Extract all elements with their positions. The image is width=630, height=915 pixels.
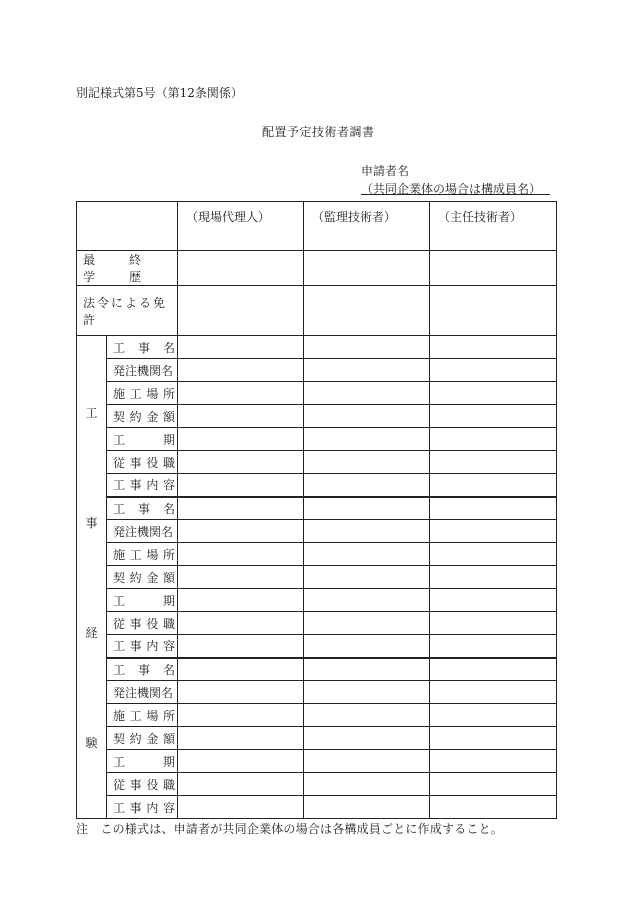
applicant-label: 申請者名 bbox=[361, 164, 410, 178]
applicant-note: （共同企業体の場合は構成員名） bbox=[361, 182, 542, 196]
experience-row-label-char: 期 bbox=[162, 432, 175, 447]
experience-row bbox=[77, 750, 557, 773]
experience-row-label-char: 内 bbox=[146, 639, 159, 654]
experience-value-cell[interactable] bbox=[304, 382, 430, 405]
experience-row-label bbox=[107, 635, 178, 658]
experience-row-label bbox=[107, 750, 178, 773]
experience-value-cell[interactable] bbox=[178, 704, 304, 727]
experience-row-label-char: 約 bbox=[129, 570, 142, 585]
experience-row-label-char: 金 bbox=[146, 409, 159, 424]
experience-row-label-char: 役 bbox=[146, 455, 159, 470]
experience-row bbox=[77, 612, 557, 635]
header-blank-cell bbox=[77, 202, 178, 251]
experience-row-label-char: 事 bbox=[129, 616, 142, 631]
experience-value-cell[interactable] bbox=[304, 704, 430, 727]
license-value[interactable] bbox=[178, 286, 304, 336]
experience-row-label-char: 容 bbox=[162, 478, 175, 493]
experience-side-char: 事 bbox=[85, 515, 98, 530]
experience-row-label-char: 容 bbox=[162, 639, 175, 654]
experience-value-cell[interactable] bbox=[178, 382, 304, 405]
experience-value-cell[interactable] bbox=[178, 566, 304, 589]
experience-row-label-char: 約 bbox=[129, 731, 142, 746]
header-site-agent: （現場代理人） bbox=[178, 202, 304, 251]
experience-row-label bbox=[107, 566, 178, 589]
experience-row bbox=[77, 704, 557, 727]
experience-value-cell[interactable] bbox=[430, 497, 557, 520]
experience-side-char: 験 bbox=[85, 735, 98, 750]
experience-value-cell[interactable] bbox=[430, 796, 557, 819]
experience-row bbox=[77, 359, 557, 382]
experience-row-label-char: 事 bbox=[137, 501, 150, 516]
experience-value-cell[interactable] bbox=[430, 612, 557, 635]
education-row bbox=[77, 251, 557, 286]
experience-row-label bbox=[107, 428, 178, 451]
experience-value-cell[interactable] bbox=[178, 612, 304, 635]
experience-row-label-char: 名 bbox=[162, 662, 175, 677]
experience-row-label-char: 工 bbox=[113, 501, 126, 516]
education-value[interactable] bbox=[430, 251, 557, 286]
experience-value-cell[interactable] bbox=[430, 474, 557, 497]
experience-value-cell[interactable] bbox=[430, 681, 557, 704]
form-reference: 別記様式第5号（第12条関係） bbox=[76, 86, 243, 100]
experience-value-cell[interactable] bbox=[304, 428, 430, 451]
experience-value-cell[interactable] bbox=[304, 543, 430, 566]
experience-value-cell[interactable] bbox=[430, 359, 557, 382]
experience-value-cell[interactable] bbox=[430, 543, 557, 566]
experience-value-cell[interactable] bbox=[304, 520, 430, 543]
experience-row bbox=[77, 773, 557, 796]
experience-value-cell[interactable] bbox=[304, 773, 430, 796]
experience-value-cell[interactable] bbox=[178, 543, 304, 566]
experience-row-label-char: 所 bbox=[162, 708, 175, 723]
experience-value-cell[interactable] bbox=[178, 336, 304, 359]
experience-row-label-char: 額 bbox=[162, 409, 175, 424]
experience-value-cell[interactable] bbox=[430, 635, 557, 658]
experience-row bbox=[77, 566, 557, 589]
experience-row bbox=[77, 520, 557, 543]
experience-row-label-char: 場 bbox=[146, 386, 159, 401]
experience-value-cell[interactable] bbox=[178, 589, 304, 612]
experience-side-char: 経 bbox=[85, 625, 98, 640]
experience-value-cell[interactable] bbox=[178, 635, 304, 658]
experience-row-label-char: 額 bbox=[162, 731, 175, 746]
license-label: 法令による免許 bbox=[77, 286, 178, 336]
experience-row-label bbox=[107, 704, 178, 727]
experience-row-label-char: 期 bbox=[162, 593, 175, 608]
experience-row-label bbox=[107, 773, 178, 796]
experience-row-label-char: 従 bbox=[113, 777, 126, 792]
experience-row-label-char: 所 bbox=[162, 547, 175, 562]
experience-row-label bbox=[107, 796, 178, 819]
experience-row-label-char: 工 bbox=[113, 478, 126, 493]
experience-row-label bbox=[107, 497, 178, 520]
experience-row-label bbox=[107, 359, 178, 382]
experience-value-cell[interactable] bbox=[430, 658, 557, 681]
experience-value-cell[interactable] bbox=[304, 474, 430, 497]
header-row bbox=[77, 202, 557, 251]
experience-row-label-char: 施 bbox=[113, 708, 126, 723]
experience-value-cell[interactable] bbox=[304, 497, 430, 520]
experience-value-cell[interactable] bbox=[430, 428, 557, 451]
experience-row-label-char: 金 bbox=[146, 731, 159, 746]
experience-value-cell[interactable] bbox=[304, 681, 430, 704]
experience-row-label-char: 施 bbox=[113, 386, 126, 401]
experience-row-label-char: 約 bbox=[129, 409, 142, 424]
experience-row bbox=[77, 451, 557, 474]
experience-value-cell[interactable] bbox=[304, 589, 430, 612]
experience-row-label-char: 契 bbox=[113, 731, 126, 746]
education-label: 最 終 学 歴 bbox=[77, 251, 178, 286]
document-title: 配置予定技術者調書 bbox=[262, 125, 375, 139]
experience-row-label-char: 工 bbox=[129, 547, 142, 562]
experience-value-cell[interactable] bbox=[430, 566, 557, 589]
footnote: 注 この様式は、申請者が共同企業体の場合は各構成員ごとに作成すること。 bbox=[76, 822, 504, 836]
experience-row-label-char: 工 bbox=[113, 340, 126, 355]
experience-row-label-char: 工 bbox=[113, 754, 126, 769]
experience-row-label-char: 事 bbox=[129, 478, 142, 493]
experience-value-cell[interactable] bbox=[178, 773, 304, 796]
experience-row-label-char: 事 bbox=[129, 777, 142, 792]
experience-row-label bbox=[107, 405, 178, 428]
experience-row-label bbox=[107, 474, 178, 497]
experience-value-cell[interactable] bbox=[178, 658, 304, 681]
experience-row-label-char: 契 bbox=[113, 570, 126, 585]
header-supervising-engineer: （監理技術者） bbox=[304, 202, 430, 251]
experience-value-cell[interactable] bbox=[430, 336, 557, 359]
experience-row-label-char: 工 bbox=[113, 662, 126, 677]
experience-row-label-char: 事 bbox=[129, 639, 142, 654]
experience-row-label-char: 従 bbox=[113, 616, 126, 631]
experience-row-label-char: 役 bbox=[146, 616, 159, 631]
experience-row-label-char: 期 bbox=[162, 754, 175, 769]
experience-value-cell[interactable] bbox=[178, 750, 304, 773]
experience-value-cell[interactable] bbox=[430, 773, 557, 796]
experience-row-label-char: 従 bbox=[113, 455, 126, 470]
experience-row bbox=[77, 658, 557, 681]
experience-row-label-char: 額 bbox=[162, 570, 175, 585]
experience-row-label bbox=[107, 382, 178, 405]
experience-row-label-text: 発注機関名 bbox=[113, 363, 174, 378]
experience-row-label-char: 事 bbox=[129, 455, 142, 470]
experience-row-label-char: 職 bbox=[162, 777, 175, 792]
experience-value-cell[interactable] bbox=[304, 451, 430, 474]
experience-value-cell[interactable] bbox=[304, 566, 430, 589]
experience-value-cell[interactable] bbox=[304, 727, 430, 750]
applicant-underline bbox=[361, 194, 550, 195]
experience-row-label-char: 事 bbox=[137, 340, 150, 355]
experience-row bbox=[77, 589, 557, 612]
experience-value-cell[interactable] bbox=[430, 382, 557, 405]
experience-value-cell[interactable] bbox=[304, 796, 430, 819]
experience-value-cell[interactable] bbox=[430, 405, 557, 428]
experience-value-cell[interactable] bbox=[304, 336, 430, 359]
experience-row-label-char: 内 bbox=[146, 478, 159, 493]
experience-value-cell[interactable] bbox=[430, 451, 557, 474]
license-row bbox=[77, 286, 557, 336]
experience-value-cell[interactable] bbox=[178, 497, 304, 520]
experience-row bbox=[77, 336, 557, 359]
experience-row bbox=[77, 543, 557, 566]
experience-side-label bbox=[77, 336, 107, 819]
experience-row-label-char: 工 bbox=[113, 800, 126, 815]
experience-row-label-char: 工 bbox=[113, 639, 126, 654]
experience-row-label-char: 名 bbox=[162, 340, 175, 355]
header-chief-engineer: （主任技術者） bbox=[430, 202, 557, 251]
experience-value-cell[interactable] bbox=[304, 405, 430, 428]
experience-row-label bbox=[107, 336, 178, 359]
experience-value-cell[interactable] bbox=[304, 612, 430, 635]
experience-row-label bbox=[107, 520, 178, 543]
experience-row-label-char: 職 bbox=[162, 455, 175, 470]
experience-value-cell[interactable] bbox=[178, 451, 304, 474]
experience-value-cell[interactable] bbox=[304, 359, 430, 382]
experience-row-label bbox=[107, 727, 178, 750]
experience-value-cell[interactable] bbox=[304, 750, 430, 773]
education-value[interactable] bbox=[304, 251, 430, 286]
license-value[interactable] bbox=[430, 286, 557, 336]
experience-value-cell[interactable] bbox=[178, 474, 304, 497]
experience-row bbox=[77, 428, 557, 451]
experience-row-label-char: 事 bbox=[137, 662, 150, 677]
experience-row-label bbox=[107, 543, 178, 566]
engineer-table bbox=[76, 201, 557, 819]
experience-row-label-char: 所 bbox=[162, 386, 175, 401]
experience-row bbox=[77, 405, 557, 428]
experience-value-cell[interactable] bbox=[178, 727, 304, 750]
experience-row bbox=[77, 635, 557, 658]
experience-row-label bbox=[107, 658, 178, 681]
experience-row-label-char: 契 bbox=[113, 409, 126, 424]
experience-row bbox=[77, 727, 557, 750]
experience-row-label-char: 名 bbox=[162, 501, 175, 516]
license-value[interactable] bbox=[304, 286, 430, 336]
experience-row-label-char: 容 bbox=[162, 800, 175, 815]
experience-value-cell[interactable] bbox=[430, 704, 557, 727]
experience-row-label-char: 職 bbox=[162, 616, 175, 631]
experience-row-label-char: 工 bbox=[113, 593, 126, 608]
experience-side-char: 工 bbox=[85, 405, 98, 420]
experience-row bbox=[77, 474, 557, 497]
experience-value-cell[interactable] bbox=[430, 589, 557, 612]
experience-value-cell[interactable] bbox=[304, 635, 430, 658]
experience-value-cell[interactable] bbox=[304, 658, 430, 681]
experience-row-label-char: 工 bbox=[113, 432, 126, 447]
experience-value-cell[interactable] bbox=[430, 520, 557, 543]
experience-value-cell[interactable] bbox=[178, 359, 304, 382]
experience-row-label bbox=[107, 612, 178, 635]
experience-row-label-char: 内 bbox=[146, 800, 159, 815]
experience-row-label-char: 場 bbox=[146, 708, 159, 723]
experience-row-label bbox=[107, 589, 178, 612]
experience-row-label bbox=[107, 451, 178, 474]
experience-row-label-char: 金 bbox=[146, 570, 159, 585]
experience-row-label-char: 場 bbox=[146, 547, 159, 562]
experience-value-cell[interactable] bbox=[178, 796, 304, 819]
experience-row-label-text: 発注機関名 bbox=[113, 524, 174, 539]
experience-row-label-char: 役 bbox=[146, 777, 159, 792]
experience-value-cell[interactable] bbox=[178, 405, 304, 428]
experience-value-cell[interactable] bbox=[430, 727, 557, 750]
experience-value-cell[interactable] bbox=[430, 750, 557, 773]
experience-row-label-text: 発注機関名 bbox=[113, 685, 174, 700]
experience-value-cell[interactable] bbox=[178, 681, 304, 704]
experience-row bbox=[77, 796, 557, 819]
experience-value-cell[interactable] bbox=[178, 520, 304, 543]
experience-row bbox=[77, 497, 557, 520]
experience-row-label-char: 工 bbox=[129, 386, 142, 401]
experience-row bbox=[77, 681, 557, 704]
experience-row-label bbox=[107, 681, 178, 704]
experience-value-cell[interactable] bbox=[178, 428, 304, 451]
experience-row-label-char: 施 bbox=[113, 547, 126, 562]
experience-row-label-char: 工 bbox=[129, 708, 142, 723]
education-value[interactable] bbox=[178, 251, 304, 286]
experience-row-label-char: 事 bbox=[129, 800, 142, 815]
experience-row bbox=[77, 382, 557, 405]
